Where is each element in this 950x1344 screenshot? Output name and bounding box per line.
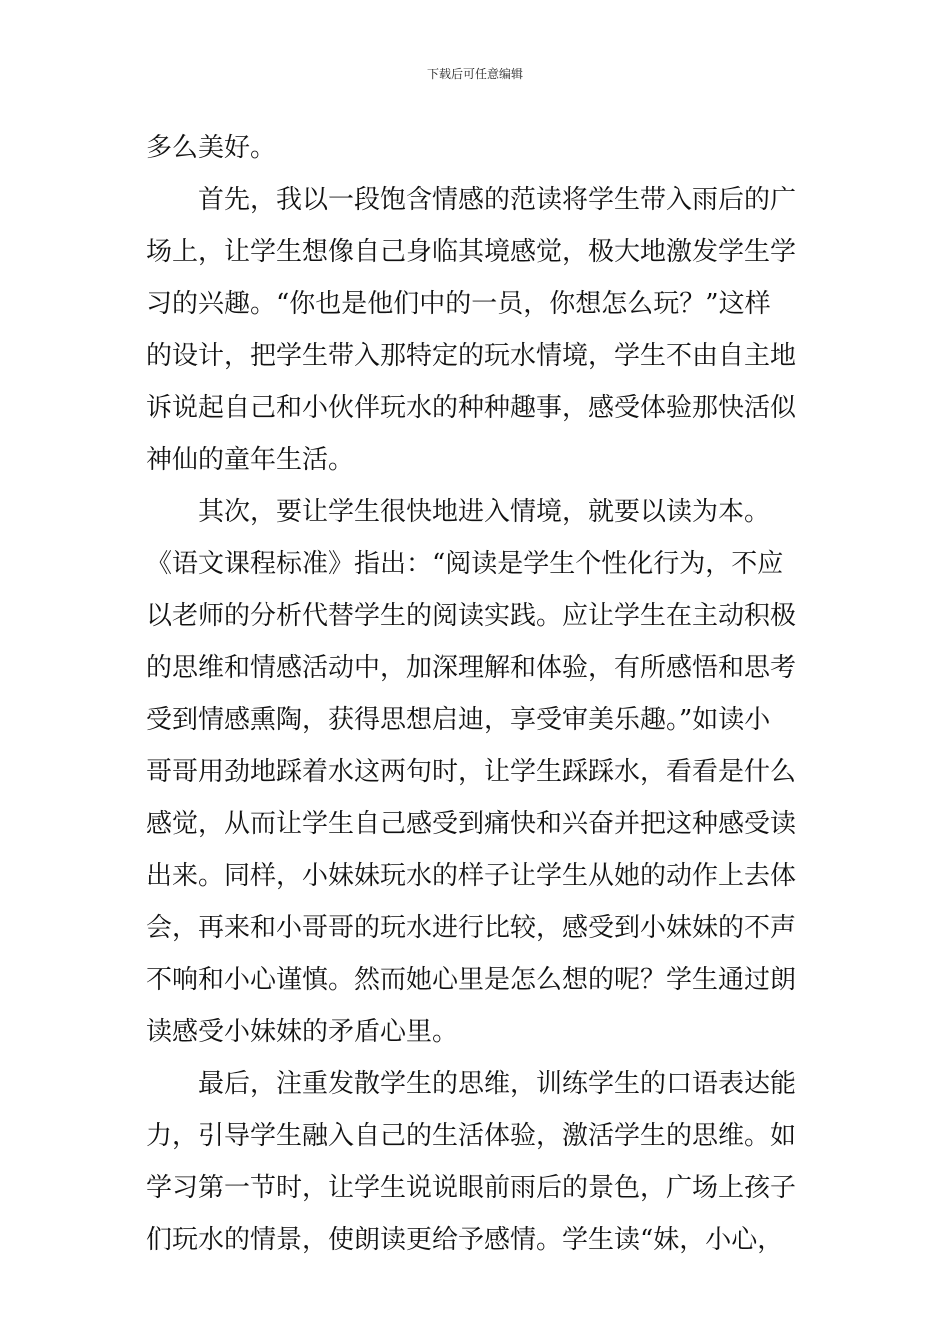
text-line: 多么美好。 <box>146 133 277 163</box>
text-line: 《语文课程标准》指出：“阅读是学生个性化行为，不应 <box>146 549 784 579</box>
text-line: 感觉，从而让学生自己感受到痛快和兴奋并把这种感受读 <box>146 809 797 839</box>
text-line: 不响和小心谨慎。然而她心里是怎么想的呢？学生通过朗 <box>146 965 797 995</box>
text-line: 读感受小妹妹的矛盾心里。 <box>146 1017 459 1047</box>
text-line: 其次，要让学生很快地进入情境，就要以读为本。 <box>198 497 771 527</box>
text-line: 的设计，把学生带入那特定的玩水情境，学生不由自主地 <box>146 341 797 371</box>
text-line: 们玩水的情景，使朗读更给予感情。学生读“妹，小心， <box>146 1225 784 1255</box>
text-line: 的思维和情感活动中，加深理解和体验，有所感悟和思考 <box>146 653 797 683</box>
text-line: 受到情感熏陶，获得思想启迪，享受审美乐趣。”如读小 <box>146 705 771 735</box>
page-header: 下载后可任意编辑 <box>426 67 523 81</box>
text-line: 最后，注重发散学生的思维，训练学生的口语表达能 <box>198 1069 797 1099</box>
text-line: 习的兴趣。“你也是他们中的一员，你想怎么玩？”这样 <box>146 289 771 319</box>
text-line: 出来。同样，小妹妹玩水的样子让学生从她的动作上去体 <box>146 861 797 891</box>
text-line: 以老师的分析代替学生的阅读实践。应让学生在主动积极 <box>146 601 797 631</box>
text-line: 力，引导学生融入自己的生活体验，激活学生的思维。如 <box>146 1121 797 1151</box>
text-line: 诉说起自己和小伙伴玩水的种种趣事，感受体验那快活似 <box>146 393 797 423</box>
text-line: 场上，让学生想像自己身临其境感觉，极大地激发学生学 <box>146 237 797 267</box>
text-line: 会，再来和小哥哥的玩水进行比较，感受到小妹妹的不声 <box>146 913 797 943</box>
text-line: 神仙的童年生活。 <box>146 445 355 475</box>
text-line: 学习第一节时，让学生说说眼前雨后的景色，广场上孩子 <box>146 1173 797 1203</box>
text-line: 首先，我以一段饱含情感的范读将学生带入雨后的广 <box>198 185 797 215</box>
text-line: 哥哥用劲地踩着水这两句时，让学生踩踩水，看看是什么 <box>146 757 797 787</box>
